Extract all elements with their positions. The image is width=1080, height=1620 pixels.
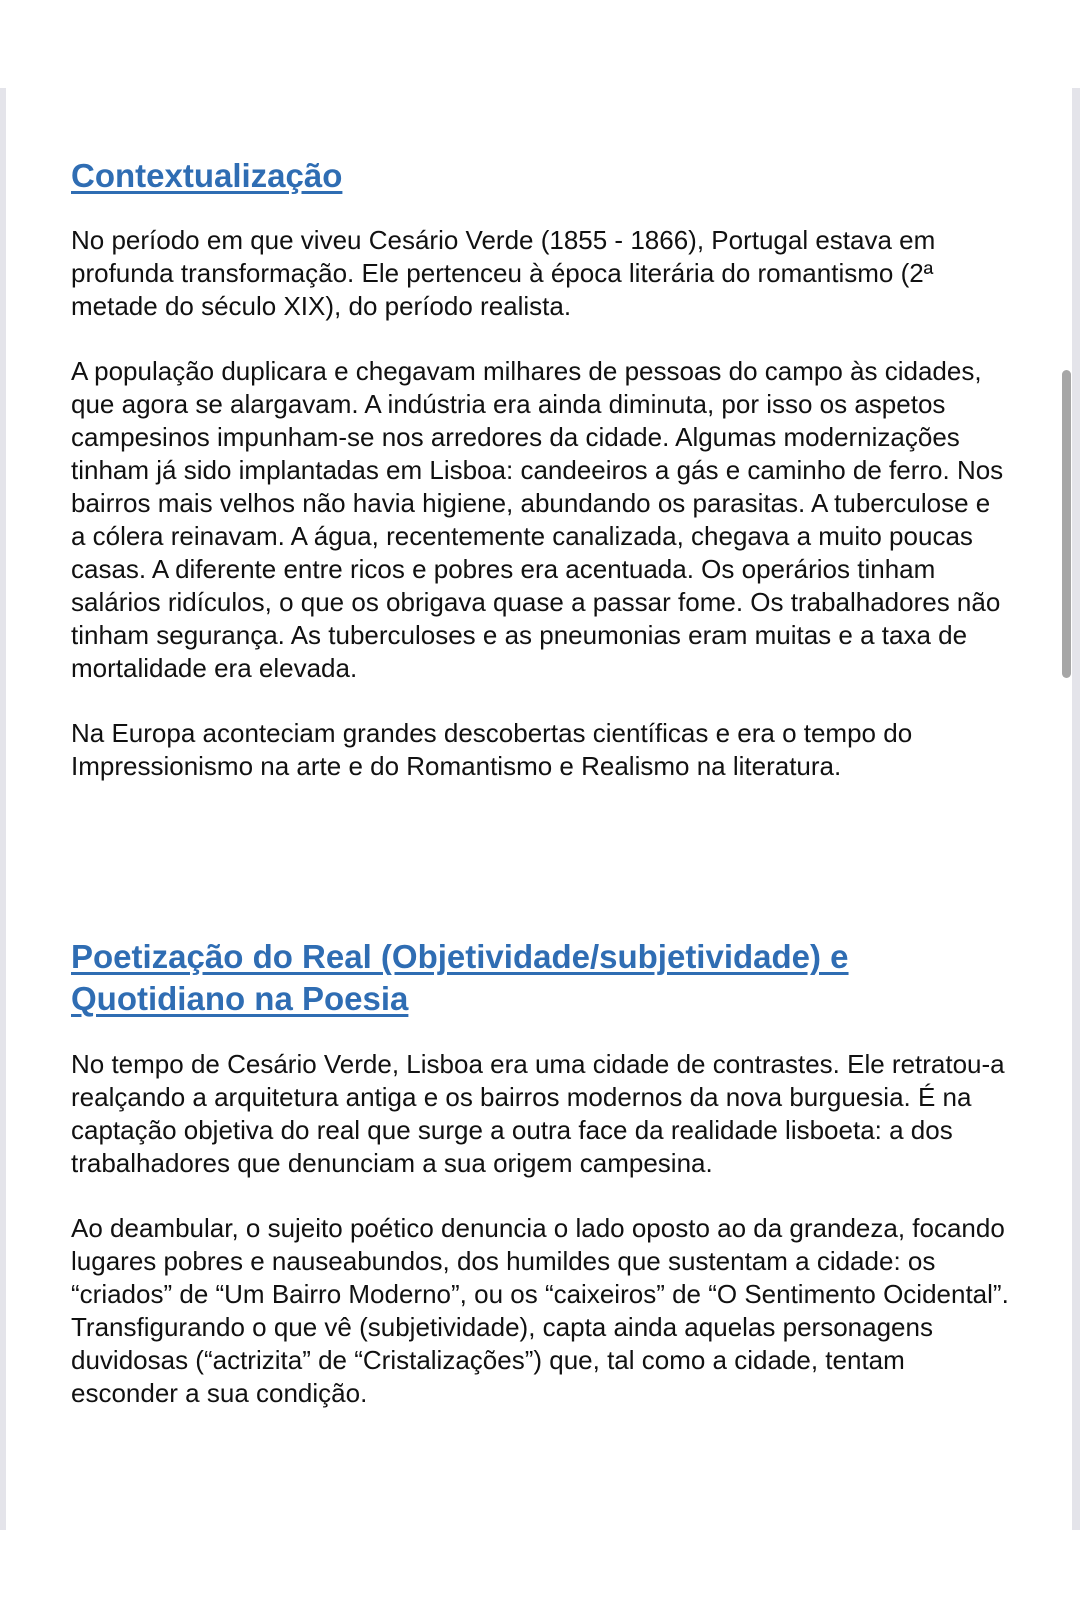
section-poetizacao-do-real xyxy=(71,936,1011,1410)
paragraph: A população duplicara e chegavam milhares de pessoas do campo às cidades, que agora se alargavam. A indústria era ainda diminuta, por isso os aspetos campesinos impunham-se nos arredores da cidade. Algumas modernizações tinham já sido implantadas em Lisboa: candeeiros a gás e caminho de ferro. Nos bairros mais velhos não havia higiene, abundando os parasitas. A tuberculose e a cólera reinavam. A água, recentemente canalizada, chegava a muito poucas casas. A diferente entre ricos e pobres era acentuada. Os operários tinham salários ridículos, o que os obrigava quase a passar fome. Os trabalhadores não tinham segurança. As tuberculoses e as pneumonias eram muitas e a taxa de mortalidade era elevada. xyxy=(71,356,1004,683)
section-heading[interactable]: Contextualização xyxy=(71,157,343,194)
section-contextualizacao xyxy=(71,155,1011,783)
paragraph: Na Europa aconteciam grandes descobertas científicas e era o tempo do Impressionismo na arte e do Romantismo e Realismo na literatura. xyxy=(71,718,913,781)
page-right-border xyxy=(1072,88,1080,1530)
vertical-scrollbar-thumb[interactable] xyxy=(1062,370,1071,678)
section-heading[interactable]: Poetização do Real (Objetividade/subjetividade) e Quotidiano na Poesia xyxy=(71,938,849,1017)
paragraph: No tempo de Cesário Verde, Lisboa era uma cidade de contrastes. Ele retratou-a realçando a arquitetura antiga e os bairros modernos da nova burguesia. É na captação objetiva do real que surge a outra face da realidade lisboeta: a dos trabalhadores que denunciam a sua origem campesina. xyxy=(71,1049,1005,1178)
paragraph: No período em que viveu Cesário Verde (1855 - 1866), Portugal estava em profunda transformação. Ele pertenceu à época literária do romantismo (2ª metade do século XIX), do período realista. xyxy=(71,225,936,321)
paragraph: Ao deambular, o sujeito poético denuncia o lado oposto ao da grandeza, focando lugares pobres e nauseabundos, dos humildes que sustentam a cidade: os “criados” de “Um Bairro Moderno”, ou os “caixeiros” de “O Sentimento Ocidental”. Transfigurando o que vê (subjetividade), capta ainda aquelas personagens duvidosas (“actrizita” de “Cristalizações”) que, tal como a cidade, tentam esconder a sua condição. xyxy=(71,1213,1009,1408)
document-content xyxy=(71,155,1011,1410)
page-left-border xyxy=(0,88,6,1530)
